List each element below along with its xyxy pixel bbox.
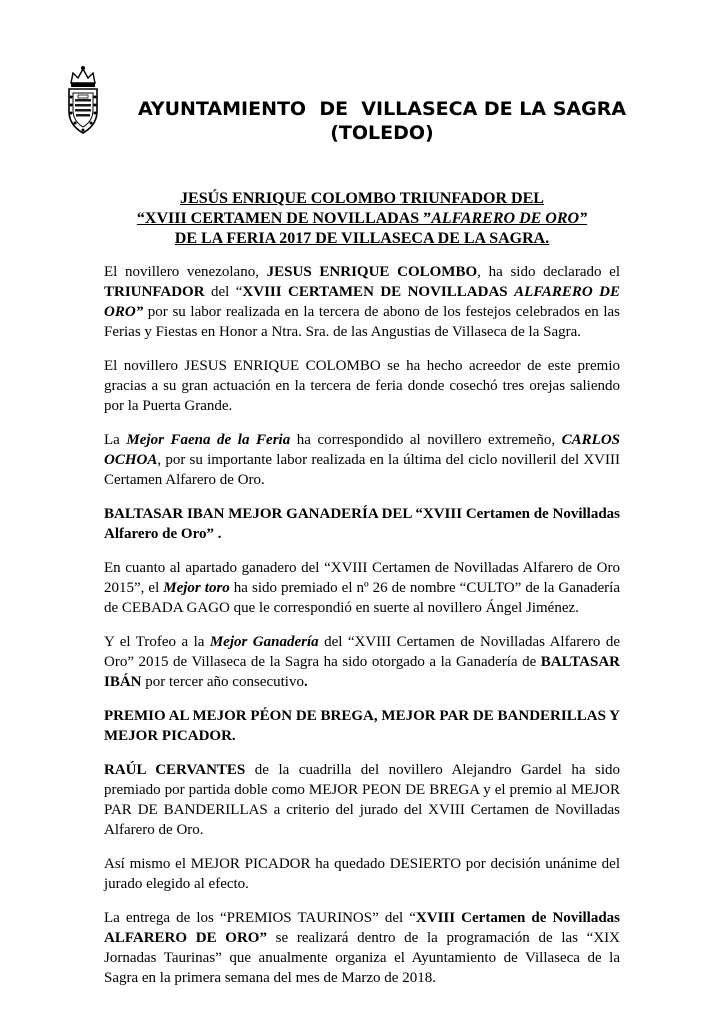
paragraph-10: La entrega de los “PREMIOS TAURINOS” del “XVIII Certamen de Novilladas ALFARERO DE ORO” se realizará dentro de la programación de las “XIX Jornadas Taurinas” que anualmente organiza el Ayuntamiento de Villaseca de la Sagra en la primera semana del mes de Marzo de 2018.	[104, 910, 621, 986]
title-line-2: “XVIII CERTAMEN DE NOVILLADAS ”ALFARERO DE ORO”	[136, 210, 588, 227]
paragraph-5: En cuanto al apartado ganadero del “XVIII Certamen de Novilladas Alfarero de Oro 2015”, el Mejor toro ha sido premiado el nº 26 de nombre “CULTO” de la Ganadería de CEBADA GAGO que le correspondió en suerte al novillero Ángel Jiménez.	[104, 560, 620, 616]
paragraph-6: Y el Trofeo a la Mejor Ganadería del “XVIII Certamen de Novilladas Alfarero de Oro” 2015 de Villaseca de la Sagra ha sido otorgado a la Ganadería de BALTASAR IBÁN por tercer año consecutivo.	[104, 634, 620, 690]
press-release-title	[104, 189, 620, 249]
organization-heading	[112, 97, 652, 145]
section-heading-premios: PREMIO AL MEJOR PÉON DE BREGA, MEJOR PAR DE BANDERILLAS Y MEJOR PICADOR.	[104, 708, 620, 744]
coat-of-arms-icon	[63, 65, 103, 139]
paragraph-3: La Mejor Faena de la Feria ha correspondido al novillero extremeño, CARLOS OCHOA, por su importante labor realizada en la última del ciclo novilleril del XVIII Certamen Alfarero de Oro.	[104, 432, 620, 488]
article-body	[104, 262, 620, 1002]
paragraph-9: Así mismo el MEJOR PICADOR ha quedado DESIERTO por decisión unánime del jurado elegido al efecto.	[104, 856, 620, 892]
paragraph-2: El novillero JESUS ENRIQUE COLOMBO se ha hecho acreedor de este premio gracias a su gran actuación en la tercera de feria donde cosechó tres orejas saliendo por la Puerta Grande.	[104, 358, 620, 414]
paragraph-1: El novillero venezolano, JESUS ENRIQUE COLOMBO, ha sido declarado el TRIUNFADOR del “XVIII CERTAMEN DE NOVILLADAS ALFARERO DE ORO” por su labor realizada en la tercera de abono de los festejos celebrados en las Ferias y Fiestas en Honor a Ntra. Sra. de las Angustias de Villaseca de la Sagra.	[104, 264, 621, 340]
title-line-1: JESÚS ENRIQUE COLOMBO TRIUNFADOR DEL	[180, 190, 544, 207]
org-name: AYUNTAMIENTO DE VILLASECA DE LA SAGRA	[137, 98, 627, 120]
org-province: (TOLEDO)	[330, 122, 434, 144]
title-line-3: DE LA FERIA 2017 DE VILLASECA DE LA SAGRA.	[174, 230, 550, 247]
section-heading-ganaderia: BALTASAR IBAN MEJOR GANADERÍA DEL “XVIII Certamen de Novilladas Alfarero de Oro” .	[104, 506, 620, 542]
paragraph-8: RAÚL CERVANTES de la cuadrilla del novillero Alejandro Gardel ha sido premiado por partida doble como MEJOR PEON DE BREGA y el premio al MEJOR PAR DE BANDERILLAS a criterio del jurado del XVIII Certamen de Novilladas Alfarero de Oro.	[104, 762, 621, 838]
